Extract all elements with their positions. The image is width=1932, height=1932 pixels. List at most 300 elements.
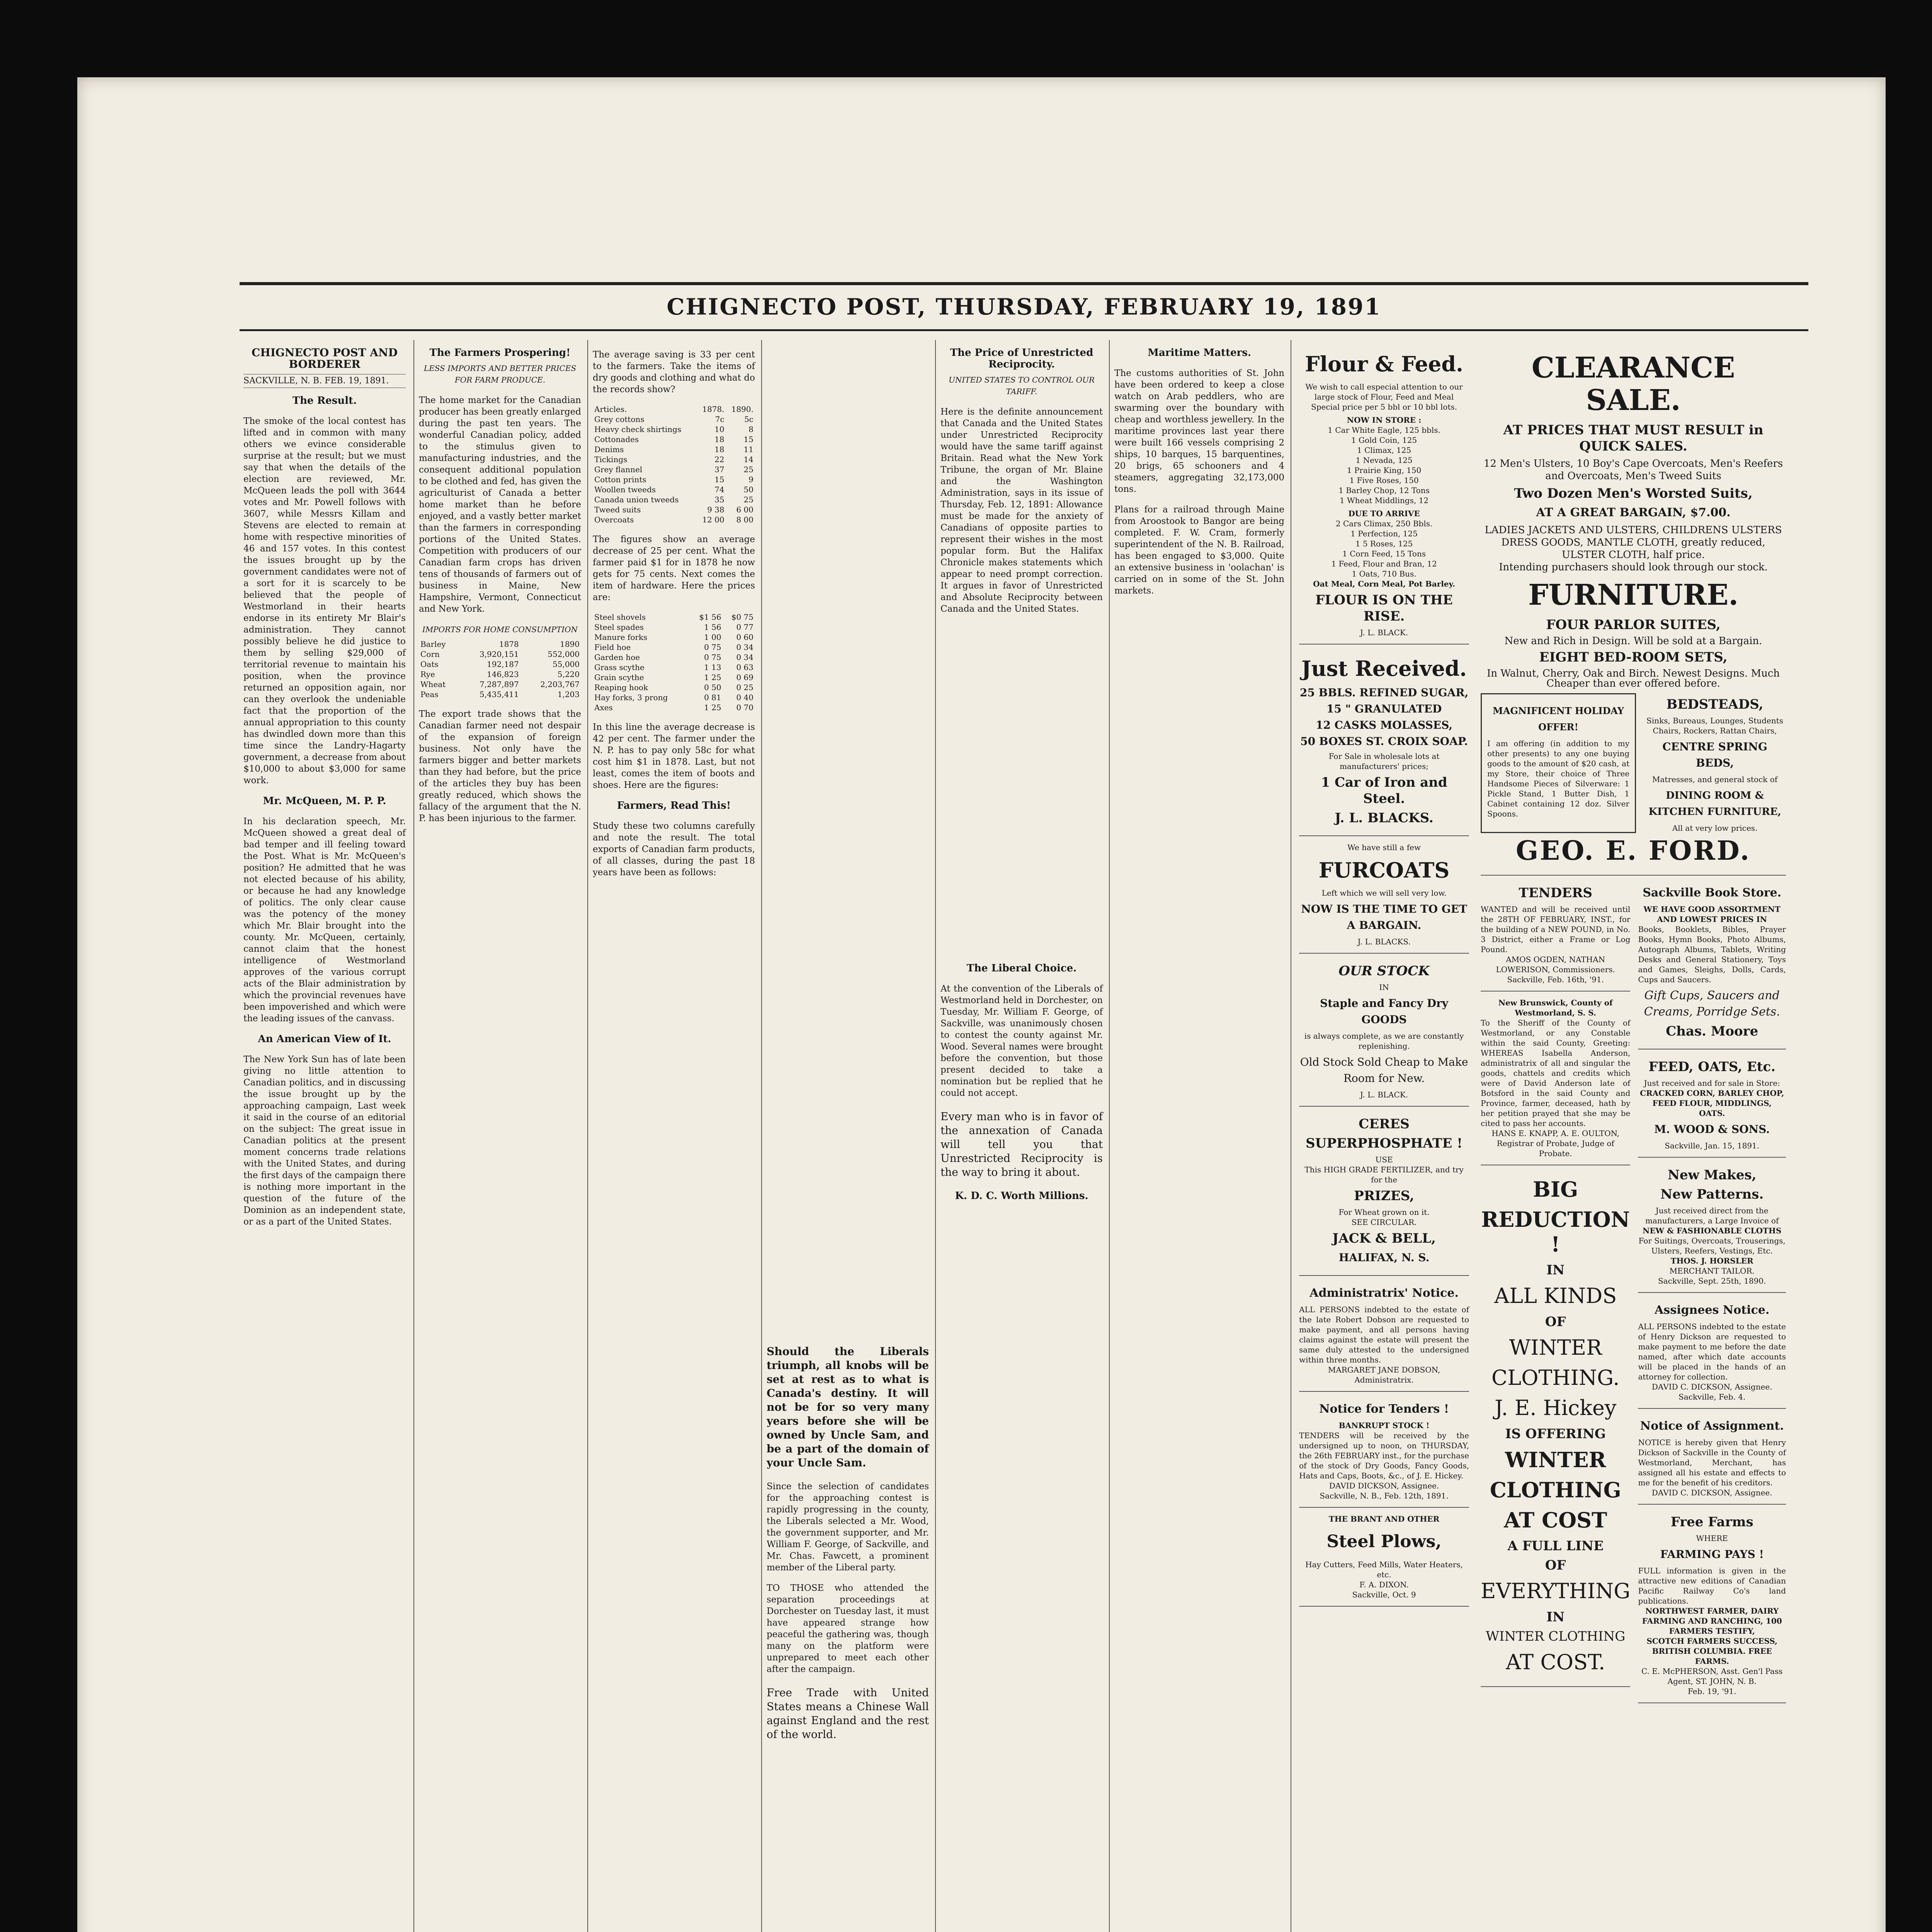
ad-text: Just received direct from the manufacturers, a Large Invoice of: [1645, 1206, 1779, 1225]
cell: $0 75: [731, 612, 753, 622]
columns: [240, 340, 1808, 1932]
cell: 1,203: [557, 690, 580, 699]
article-title: Mr. McQueen, M. P. P.: [263, 795, 386, 807]
cell: 146,823: [487, 670, 519, 679]
ad-text: BANKRUPT STOCK !: [1338, 1421, 1430, 1430]
ad-text: A FULL LINE: [1507, 1538, 1604, 1554]
cell: 0 34: [736, 643, 753, 652]
ad-merchant: J. E. Hickey: [1494, 1396, 1617, 1420]
ad-item: 1 Five Roses, 150: [1349, 476, 1419, 485]
ad-text: Sackville, Feb. 16th, '91.: [1507, 975, 1604, 984]
ad-signature: Chas. Moore: [1666, 1024, 1759, 1039]
cell: Manure forks: [594, 633, 648, 642]
ad-signature: MARGARET JANE DOBSON, Administratrix.: [1328, 1365, 1440, 1384]
ad-text: THE BRANT AND OTHER: [1328, 1514, 1440, 1524]
column-6: [1109, 340, 1289, 1932]
ad-item: 1 Perfection, 125: [1350, 529, 1418, 538]
ad-item: 12 CASKS MOLASSES,: [1315, 719, 1453, 731]
cell: Field hoe: [594, 643, 631, 652]
table-row: [419, 669, 581, 679]
cell: 25: [743, 465, 753, 474]
ad-text: FARMING PAYS !: [1660, 1548, 1764, 1561]
ad-text: CLOTHING: [1490, 1478, 1621, 1502]
ad-signature: DAVID C. DICKSON, Assignee.: [1651, 1382, 1772, 1391]
ad-received: [1299, 645, 1469, 836]
cell: 11: [743, 445, 753, 454]
ad-text: TENDERS will be received by the undersigned up to noon, on THURSDAY, the 26th FEBRUARY inst., for the purchase of the stock of Dry Goods, Fancy Goods, Hats and Caps, Boots, &c., of J. E. Hickey.: [1299, 1431, 1469, 1480]
table-row: [593, 485, 755, 495]
ad-text: Staple and Fancy Dry GOODS: [1320, 997, 1449, 1026]
cell: 0 69: [736, 673, 753, 682]
cell: 0 75: [704, 643, 721, 652]
ad-text: MERCHANT TAILOR.: [1669, 1266, 1755, 1276]
cell: $1 56: [699, 612, 721, 622]
ad-text: Sackville, Oct. 9: [1352, 1590, 1416, 1599]
cell: 7c: [715, 415, 724, 424]
ad-clearance-sale: [1481, 340, 1786, 876]
cell: Steel shovels: [594, 612, 646, 622]
column-4: [761, 340, 934, 1932]
cell: Grey flannel: [594, 465, 643, 474]
ad-text: AT COST.: [1506, 1650, 1605, 1674]
dateline: SACKVILLE, N. B. FEB. 19, 1891.: [243, 374, 406, 388]
article-title: Maritime Matters.: [1148, 347, 1251, 359]
table-row: [419, 659, 581, 669]
ad-item: 1 Prairie King, 150: [1347, 466, 1422, 475]
ad-assignment: [1638, 1409, 1786, 1505]
article-body: The average saving is 33 per cent to the farmers. Take the items of dry goods and clothing and what do the records show?: [593, 350, 755, 395]
ad-text: Sackville, Sept. 25th, 1890.: [1658, 1276, 1766, 1286]
cell: Cottonades: [594, 435, 639, 444]
cell: 1 13: [704, 663, 721, 672]
cell: 0 77: [736, 622, 753, 632]
cell: Tickings: [594, 455, 628, 464]
ad-item: 15 " GRANULATED: [1326, 702, 1442, 715]
ad-title: Flour & Feed.: [1305, 352, 1463, 376]
ad-text: EIGHT BED-ROOM SETS,: [1539, 650, 1728, 665]
ad-text: HALIFAX, N. S.: [1338, 1251, 1430, 1264]
ad-title: FEED, OATS, Etc.: [1648, 1059, 1776, 1075]
article-subtitle: LESS IMPORTS AND BETTER PRICES FOR FARM PRODUCE.: [423, 364, 577, 384]
ad-text: Sackville, N. B., Feb. 12th, 1891.: [1320, 1491, 1449, 1500]
masthead-rule: [240, 329, 1808, 331]
ad-text: NOW IS THE TIME TO GET A BARGAIN.: [1301, 903, 1467, 932]
ad-text: Old Stock Sold Cheap to Make Room for New.: [1300, 1056, 1468, 1085]
bedsteads-block: [1644, 693, 1786, 833]
ad-title: REDUCTION !: [1481, 1207, 1630, 1257]
ad-text: ALL PERSONS indebted to the estate of the late Robert Dobson are requested to make payment, and all persons having claims against the estate will present the same duly attested to the undersigned within three months.: [1299, 1305, 1469, 1364]
ad-title: Free Farms: [1670, 1514, 1753, 1530]
ad-title: BIG: [1533, 1177, 1578, 1202]
newspaper-sheet: [77, 77, 1886, 1932]
article-body: The home market for the Canadian producer has been greatly enlarged during the past ten years. The wonderful Canadian policy, added to the stimulus given to manufacturing industries, and the consequent additional population to be clothed and fed, has given the agriculturist of Canada a better home market than he before enjoyed, and a vastly better market than the farmers in corresponding portions of the United States. Competition with producers of our Canadian farm crops has driven tens of thousands of farmers out of business in Maine, New Hampshire, Vermont, Connecticut and New York.: [419, 395, 581, 614]
cell: 7,287,897: [479, 680, 519, 689]
article-body: Free Trade with United States means a Chinese Wall against England and the rest of the world.: [767, 1686, 929, 1741]
ad-item: 1 Corn Feed, 15 Tons: [1342, 549, 1426, 558]
cell: 1 00: [704, 633, 721, 642]
ad-text: CENTRE SPRING BEDS,: [1662, 740, 1767, 769]
cell: Rye: [420, 670, 435, 679]
ad-signature: M. WOOD & SONS.: [1654, 1123, 1770, 1136]
ad-assignees: [1638, 1293, 1786, 1409]
ad-signature: DAVID C. DICKSON, Assignee.: [1651, 1488, 1772, 1497]
ad-text: Just received and for sale in Store:: [1644, 1078, 1780, 1088]
ad-lower-split: [1481, 876, 1786, 1703]
ad-text: I am offering (in addition to my other presents) to any one buying goods to the amount of $20 cash, at my Store, their choice of Three Handsome Pieces of Silverware: 1 Pickle Stand, 1 Butter Dish, 1 Cabinet containing 12 doz. Silver Spoons.: [1487, 739, 1629, 818]
ad-split: [1481, 693, 1786, 833]
cell: 74: [714, 485, 724, 494]
ad-text: CRACKED CORN, BARLEY CHOP, FEED FLOUR, MIDDLINGS, OATS.: [1640, 1088, 1784, 1118]
ad-text: is always complete, as we are constantly replenishing.: [1304, 1031, 1464, 1051]
ad-reduction: [1481, 1165, 1630, 1687]
table-row: [593, 652, 755, 662]
ad-administratrix: [1299, 1276, 1469, 1392]
ad-text: AT COST: [1504, 1508, 1607, 1532]
ad-text: FLOUR IS ON THE RISE.: [1315, 592, 1453, 624]
cell: Canada union tweeds: [594, 495, 679, 504]
cell: 1 25: [704, 673, 721, 682]
ad-title: Steel Plows,: [1327, 1532, 1442, 1551]
ad-title: SUPERPHOSPHATE !: [1306, 1136, 1463, 1151]
table-row: [419, 639, 581, 649]
ad-text: OF: [1545, 1314, 1566, 1330]
cell: 5,435,411: [479, 690, 519, 699]
cell: Cotton prints: [594, 475, 646, 484]
cell: 552,000: [548, 650, 580, 659]
ad-title: New Brunswick, County of Westmorland, S. S.: [1498, 998, 1613, 1017]
ad-text: Hay Cutters, Feed Mills, Water Heaters, etc.: [1305, 1560, 1463, 1579]
ad-text: OF: [1545, 1558, 1566, 1573]
ad-item: 2 Cars Climax, 250 Bbls.: [1335, 519, 1433, 528]
ad-text: WANTED and will be received until the 28TH OF FEBRUARY, INST., for the building of a NEW POUND, in No. 3 District, either a Frame or Log Pound.: [1481, 905, 1631, 954]
cell: 0 63: [736, 663, 753, 672]
table-row: [593, 474, 755, 485]
article-body: The figures show an average decrease of 25 per cent. What the farmer paid $1 for in 1878 he now gets for 75 cents. Next comes the item of hardware. Here the prices are:: [593, 534, 755, 602]
newspaper-page: [240, 278, 1808, 1932]
cell: 37: [714, 465, 724, 474]
ad-text: SCOTCH FARMERS SUCCESS, BRITISH COLUMBIA. FREE FARMS.: [1646, 1636, 1777, 1666]
ad-subtitle: AT PRICES THAT MUST RESULT in QUICK SALES.: [1503, 422, 1764, 454]
cell: Denims: [594, 445, 624, 454]
article-body: Plans for a railroad through Maine from Aroostook to Bangor are being completed. F. W. Cram, formerly superintendent of the N. B. Railroad, has been engaged to $3,000. Quite an extensive business in 'oolachan' is carried on in some of the St. John markets.: [1114, 505, 1284, 596]
ad-text: Two Dozen Men's Worsted Suits,: [1514, 486, 1753, 501]
ad-item: 25 BBLS. REFINED SUGAR,: [1299, 686, 1469, 699]
cell: 22: [714, 455, 724, 464]
ad-text: IS OFFERING: [1505, 1426, 1606, 1442]
ad-tenders-pound: [1481, 876, 1630, 992]
cell: Reaping hook: [594, 683, 648, 692]
cell: Tweed suits: [594, 505, 641, 514]
ad-text: JACK & BELL,: [1332, 1231, 1436, 1246]
ad-item: 1 Feed, Flour and Bran, 12: [1331, 559, 1437, 568]
ad-text: ALL KINDS: [1494, 1284, 1617, 1308]
cell: Axes: [594, 703, 613, 712]
article-title: The Price of Unrestricted Reciprocity.: [950, 347, 1094, 370]
table-row: [593, 495, 755, 505]
ad-title: New Patterns.: [1660, 1187, 1764, 1202]
ad-signature: AMOS OGDEN, NATHAN LOWERISON, Commissioners.: [1496, 955, 1615, 974]
table-row: [593, 464, 755, 474]
cell: 14: [743, 455, 753, 464]
cell: 9: [748, 475, 753, 484]
ad-text: 1 Car of Iron and Steel.: [1321, 775, 1447, 806]
article-body: In this line the average decrease is 42 per cent. The farmer under the N. P. has to pay only 58c for what cost him $1 in 1878. Last, but not least, comes the item of boots and shoes. Here are the figures:: [593, 722, 755, 790]
ad-text: For Suitings, Overcoats, Trouserings, Ulsters, Reefers, Vestings, Etc.: [1638, 1236, 1786, 1255]
ad-text: USE: [1375, 1155, 1393, 1164]
cell: Overcoats: [594, 515, 634, 524]
ad-text: All at very low prices.: [1672, 823, 1758, 833]
ad-item: 1 Barley Chop, 12 Tons: [1338, 486, 1430, 495]
column-3: [587, 340, 760, 1932]
ad-text: BEDSTEADS,: [1666, 697, 1764, 712]
cell: Hay forks, 3 prong: [594, 693, 668, 702]
article-body: At the convention of the Liberals of Westmorland held in Dorchester, on Tuesday, Mr. William F. George, of Sackville, was unanimously chosen to contest the county against Mr. Wood. Several names were brought before the convention, but those present decided to take a nomination but be replied that he could not accept.: [940, 984, 1103, 1098]
ad-free-farms: [1638, 1505, 1786, 1703]
table-title: IMPORTS FOR HOME CONSUMPTION: [422, 625, 578, 634]
column-5: [935, 340, 1107, 1932]
ad-bookstore: [1638, 876, 1786, 1049]
ad-text: Gift Cups, Saucers and Creams, Porridge Sets.: [1644, 989, 1780, 1019]
table-header-row: [593, 404, 755, 414]
cell: 0 60: [736, 633, 753, 642]
ad-stock: [1299, 954, 1469, 1107]
article-body: Every man who is in favor of the annexation of Canada will tell you that Unrestricted Reciprocity is the way to bring it about.: [940, 1110, 1103, 1179]
ad-text: Sackville, Jan. 15, 1891.: [1665, 1141, 1760, 1150]
ad-item: 50 BOXES ST. CROIX SOAP.: [1300, 735, 1468, 748]
article-body: The New York Sun has of late been giving no little attention to Canadian politics, and in discussing the issue brought up by the approaching campaign, Last week it said in the course of an editorial on the subject: The great issue in Canadian politics at the present moment concerns trade relations with the United States, and during the first days of the campaign there is nothing more important in the question of the future of the Dominion as an independent state, or as a part of the United States.: [243, 1054, 406, 1227]
cell: Steel spades: [594, 622, 644, 632]
ad-text: FOUR PARLOR SUITES,: [1546, 617, 1721, 633]
table-row: [593, 424, 755, 434]
ad-flour: [1299, 340, 1469, 645]
cell: 55,000: [553, 660, 580, 669]
ad-lower-left: [1481, 876, 1630, 1703]
table-row: [419, 679, 581, 689]
cell: 0 25: [736, 683, 753, 692]
article-body: Here is the definite announcement that Canada and the United States under Unrestricted Reciprocity would have the same tariff against Britain. Read what the New York Tribune, the organ of Mr. Blaine and the Washington Administration, says in its issue of Thursday, Feb. 12, 1891: Allowance must be made for the anxiety of Canadians of opposite parties to represent their wishes in the most popular form. But the Halifax Chronicle makes statements which appear to need prompt correction. It argues in favor of Unrestricted and Absolute Reciprocity between Canada and the United States.: [940, 407, 1103, 614]
cell: 50: [743, 485, 753, 494]
cell: 8: [748, 425, 753, 434]
ad-text: NORTHWEST FARMER, DAIRY FARMING AND RANCHING, 100 FARMERS TESTIFY,: [1642, 1606, 1782, 1636]
cell: Heavy check shirtings: [594, 425, 682, 434]
ad-text: To the Sheriff of the County of Westmorland, or any Constable within the said County, Greeting: WHEREAS Isabella Anderson, administratrix of all and singular the goods, chattels and credits which were of David Anderson late of Botsford in the said County and Province, farmer, deceased, hath by her petition prayed that she may be cited to pass her accounts.: [1481, 1018, 1631, 1128]
ad-lower-right: [1638, 876, 1786, 1703]
masthead: CHIGNECTO POST, THURSDAY, FEBRUARY 19, 1891: [667, 294, 1381, 320]
cell: 0 70: [736, 703, 753, 712]
ad-title: CERES: [1359, 1116, 1410, 1132]
column-1: [240, 340, 410, 1932]
cell: 18: [714, 445, 724, 454]
table-row: [593, 632, 755, 642]
cell: Corn: [420, 650, 440, 659]
ad-text: Sackville, Feb. 4.: [1679, 1392, 1746, 1401]
ad-text: WHERE: [1696, 1534, 1728, 1543]
ad-text: DINING ROOM & KITCHEN FURNITURE,: [1648, 790, 1781, 818]
article-title: An American View of It.: [258, 1033, 391, 1045]
cell: Barley: [420, 639, 446, 649]
ad-title: Notice for Tenders !: [1319, 1402, 1449, 1416]
ad-tenders: [1299, 1392, 1469, 1508]
ad-title: CLEARANCE SALE.: [1531, 351, 1735, 417]
ad-title: Sackville Book Store.: [1643, 886, 1782, 900]
cell: 35: [714, 495, 724, 504]
imports-table: [419, 639, 581, 699]
table-row: [593, 662, 755, 672]
article-body: Since the selection of candidates for the approaching contest is rapidly progressing in the county, the Liberals selected a Mr. Wood, the government supporter, and Mr. William F. George, of Sackville, and Mr. Chas. Fawcett, a prominent member of the Liberal party.: [767, 1481, 929, 1573]
cell: 15: [714, 475, 724, 484]
ad-text: In Walnut, Cherry, Oak and Birch. Newest Designs. Much Cheaper than ever offered before.: [1486, 668, 1780, 689]
ad-steel-plows: [1299, 1508, 1469, 1607]
ad-signature: J. L. BLACKS.: [1335, 810, 1434, 826]
article-body: Study these two columns carefully and note the result. The total exports of Canadian farm products, of all classes, during the past 18 years have been as follows:: [593, 821, 755, 878]
ad-text: AT A GREAT BARGAIN, $7.00.: [1536, 506, 1731, 519]
ad-text: We wish to call especial attention to our large stock of Flour, Feed and Meal Special price per 5 bbl or 10 bbl lots.: [1305, 382, 1463, 412]
ad-title: Notice of Assignment.: [1640, 1419, 1784, 1433]
ad-title: Administratrix' Notice.: [1310, 1286, 1459, 1300]
ad-text: This HIGH GRADE FERTILIZER, and try for the: [1304, 1165, 1464, 1184]
table-row: [593, 682, 755, 692]
ad-item: 1 5 Roses, 125: [1355, 539, 1413, 548]
ad-text: DUE TO ARRIVE: [1348, 509, 1420, 518]
ad-text: PRIZES,: [1354, 1188, 1414, 1204]
cell: 0 75: [704, 653, 721, 662]
ad-text: Oat Meal, Corn Meal, Pot Barley.: [1313, 579, 1455, 588]
ad-signature: J. L. BLACK.: [1360, 1090, 1408, 1099]
ad-item: 1 Wheat Middlings, 12: [1339, 496, 1429, 505]
holiday-offer-box: [1481, 693, 1636, 833]
ad-text: IN: [1546, 1262, 1565, 1278]
cell: 5c: [744, 415, 753, 424]
ad-signature: J. L. BLACKS.: [1357, 937, 1411, 946]
cell: 6 00: [736, 505, 753, 514]
ad-text: IN: [1379, 983, 1389, 992]
ad-item: 1 Climax, 125: [1357, 446, 1412, 455]
ad-text: FULL information is given in the attractive new editions of Canadian Pacific Railway Co's land publications.: [1638, 1566, 1786, 1605]
ad-text: Intending purchasers should look through our stock.: [1499, 561, 1768, 573]
table-row: [593, 515, 755, 525]
cell: 1890: [560, 639, 580, 649]
cell: 0 40: [736, 693, 753, 702]
ad-signature: F. A. DIXON.: [1359, 1580, 1409, 1589]
header-cell: 1890.: [731, 405, 753, 414]
table-row: [593, 702, 755, 713]
ad-text: New and Rich in Design. Will be sold at a Bargain.: [1504, 635, 1762, 647]
cell: 3,920,151: [479, 650, 519, 659]
ad-signature: J. L. BLACK.: [1360, 628, 1408, 637]
table-row: [593, 672, 755, 682]
ad-item: 1 Oats, 710 Bus.: [1352, 569, 1417, 578]
cell: 15: [743, 435, 753, 444]
table-row: [593, 454, 755, 464]
ad-text: IN: [1546, 1609, 1565, 1625]
ad-text: Matresses, and general stock of: [1652, 775, 1778, 784]
ad-text: Feb. 19, '91.: [1687, 1687, 1736, 1696]
article-footer: K. D. C. Worth Millions.: [955, 1190, 1088, 1202]
ad-text: CLOTHING.: [1491, 1366, 1620, 1390]
cell: 0 34: [736, 653, 753, 662]
table-row: [419, 649, 581, 659]
ad-text: NOW IN STORE :: [1347, 415, 1422, 425]
table-row: [593, 434, 755, 444]
nameplate: CHIGNECTO POST AND BORDERER: [252, 346, 398, 371]
top-rule: [240, 282, 1808, 285]
ad-signature: THOS. J. HORSLER: [1670, 1256, 1753, 1265]
table-row: [593, 505, 755, 515]
ad-title: FURNITURE.: [1528, 578, 1739, 612]
hardware-table: [593, 612, 755, 713]
column-2: [413, 340, 586, 1932]
ad-text: For Wheat grown on it.: [1338, 1208, 1430, 1217]
ad-text: SEE CIRCULAR.: [1351, 1218, 1417, 1227]
ad-merchant: GEO. E. FORD.: [1516, 835, 1751, 866]
cell: 2,203,767: [540, 680, 580, 689]
ad-text: EVERYTHING: [1481, 1579, 1631, 1603]
ad-probate: [1481, 992, 1630, 1165]
cell: 18: [714, 435, 724, 444]
article-body: TO THOSE who attended the separation proceedings at Dorchester on Tuesday last, it must have appeared strange how peaceful the gathering was, though many on the platform were unprepared to meet each other after the campaign.: [767, 1583, 929, 1674]
header-cell: Articles.: [594, 405, 627, 414]
article-title: The Result.: [292, 395, 357, 406]
cell: Wheat: [420, 680, 446, 689]
ad-title: MAGNIFICENT HOLIDAY OFFER!: [1493, 705, 1624, 733]
cell: 0 50: [704, 683, 721, 692]
cell: Garden hoe: [594, 653, 640, 662]
ad-title: TENDERS: [1519, 885, 1592, 901]
ad-text: Books, Booklets, Bibles, Prayer Books, Hymn Books, Photo Albums, Autograph Albums, Tablets, Writing Desks and General Stationery, Toys and Games, Sleighs, Dolls, Cards, Cups and Saucers.: [1638, 925, 1786, 984]
ad-title: OUR STOCK: [1338, 963, 1430, 979]
article-title: The Liberal Choice.: [966, 963, 1077, 974]
article-body: In his declaration speech, Mr. McQueen showed a great deal of bad temper and ill feeling toward the Post. What is Mr. McQueen's position? He admitted that he was not elected because of his ability, or because he had any knowledge of politics. The only clear cause was the potency of the money which Mr. Blair brought into the county. Mr. McQueen, certainly, cannot claim that the honest intelligence of Westmorland approves of the various corrupt acts of the Blair administration by which the provincial revenues have been impoverished and which were the leading issues of the canvass.: [243, 816, 406, 1024]
dry-goods-table: [593, 404, 755, 525]
ad-signature: HANS E. KNAPP, A. E. OULTON, Registrar of Probate, Judge of Probate.: [1492, 1129, 1620, 1158]
table-row: [593, 622, 755, 632]
ad-text: Sinks, Bureaus, Lounges, Students Chairs, Rockers, Rattan Chairs,: [1646, 716, 1783, 735]
cell: Peas: [420, 690, 439, 699]
article-body: The customs authorities of St. John have been ordered to keep a close watch on Arab peddlers, who are swarming over the boundary with cheap and worthless jewellery. In the maritime provinces last year there were built 166 vessels comprising 2 ships, 10 barques, 15 barquentines, 20 brigs, 65 schooners and 4 steamers, aggregating 32,173,000 tons.: [1114, 368, 1284, 494]
ad-item: 1 Gold Coin, 125: [1351, 435, 1417, 445]
cell: Oats: [420, 660, 439, 669]
cell: Grass scythe: [594, 663, 645, 672]
ad-text: NOTICE is hereby given that Henry Dickson of Sackville in the County of Westmorland, Merchant, has assigned all his estate and effects to me for the benefit of his creditors.: [1638, 1438, 1786, 1487]
article-title: Farmers, Read This!: [617, 800, 731, 811]
ad-item: 1 Nevada, 125: [1355, 456, 1413, 465]
article-subtitle: UNITED STATES TO CONTROL OUR TARIFF.: [949, 375, 1095, 396]
cell: 1 56: [704, 622, 721, 632]
ad-column-right: [1481, 340, 1786, 1703]
table-row: [419, 689, 581, 699]
ad-feed: [1638, 1049, 1786, 1158]
ad-text: LADIES JACKETS AND ULSTERS, CHILDRENS ULSTERS DRESS GOODS, MANTLE CLOTH, greatly reduced, ULSTER CLOTH, half price.: [1485, 524, 1782, 561]
cell: 5,220: [557, 670, 580, 679]
cell: 12 00: [702, 515, 724, 524]
article-body: The export trade shows that the Canadian farmer need not despair of the expansion of foreign business. Not only have the farmers bigger and better markets than they had before, but the price of the articles they buy has been greatly reduced, which shows the fallacy of the argument that the N. P. has been injurious to the farmer.: [419, 709, 581, 823]
ad-furs: [1299, 836, 1469, 954]
ad-text: WINTER CLOTHING: [1486, 1629, 1626, 1644]
ad-title: Just Received.: [1301, 656, 1467, 681]
ad-text: ALL PERSONS indebted to the estate of Henry Dickson are requested to make payment to me before the date named, after which date accounts will be placed in the hands of an attorney for collection.: [1638, 1322, 1786, 1381]
cell: 9 38: [707, 505, 724, 514]
ad-title: FURCOATS: [1318, 858, 1450, 883]
ad-title: Assignees Notice.: [1655, 1303, 1770, 1317]
table-row: [593, 692, 755, 702]
cell: 8 00: [736, 515, 753, 524]
column-ads: [1291, 340, 1809, 1932]
article-title: The Farmers Prospering!: [429, 347, 571, 359]
ad-signature: C. E. McPHERSON, Asst. Gen'l Pass Agent, ST. JOHN, N. B.: [1641, 1667, 1783, 1686]
ad-title: New Makes,: [1667, 1167, 1757, 1183]
cell: 25: [743, 495, 753, 504]
ad-new-patterns: [1638, 1158, 1786, 1293]
